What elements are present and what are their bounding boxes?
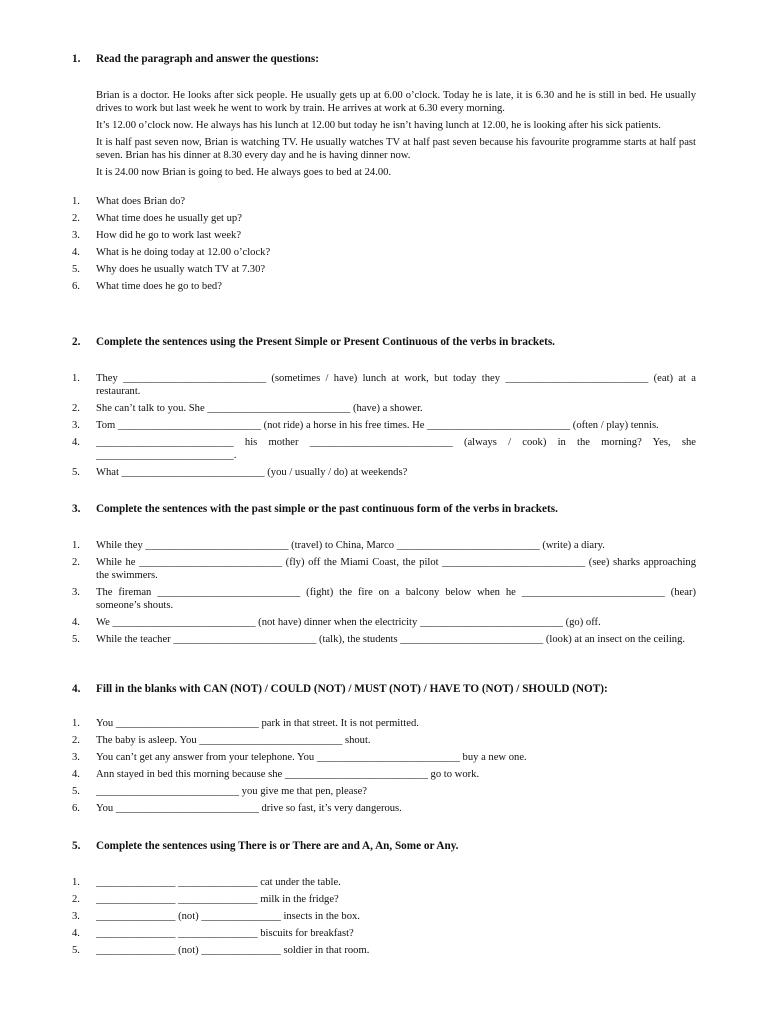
section-heading [72,336,696,349]
section-title: Complete the sentences using the Present Simple or Present Continuous of the verbs in brackets. [96,336,555,348]
list-item [72,539,696,552]
exercise-list [72,717,696,815]
item-number: 1. [72,718,80,729]
item-number: 4. [72,928,80,939]
section-heading [72,503,696,516]
list-item [72,556,696,582]
item-number: 6. [72,803,80,814]
item-text: The baby is asleep. You ___________________________ shout. [96,735,371,746]
question-list [72,195,696,293]
list-item [72,802,696,815]
exercise-list [72,539,696,646]
list-item [72,466,696,479]
item-number: 1. [72,196,80,207]
list-item [72,419,696,432]
item-text: _______________ _______________ milk in the fridge? [96,894,339,905]
item-number: 3. [72,752,80,763]
item-number: 5. [72,634,80,645]
item-number: 2. [72,403,80,414]
item-text: Tom ___________________________ (not ride) a horse in his free times. He ___________________________ (often / play) tennis. [96,420,659,431]
section-title: Fill in the blanks with CAN (NOT) / COULD (NOT) / MUST (NOT) / HAVE TO (NOT) / SHOULD (NOT): [96,683,608,695]
section-heading [72,53,696,66]
item-number: 5. [72,945,80,956]
section-4 [72,683,696,819]
exercise-list [72,876,696,957]
list-item [72,586,696,612]
item-number: 3. [72,420,80,431]
section-3 [72,503,696,650]
item-text: The fireman ___________________________ (fight) the fire on a balcony below when he ___________________________ (hear) someone’s shouts. [96,587,696,611]
list-item [72,372,696,398]
section-heading [72,683,696,696]
section-number: 5. [72,840,81,852]
list-item [72,195,696,208]
item-text: _______________ (not) _______________ insects in the box. [96,911,360,922]
section-number: 3. [72,503,81,515]
item-text: What does Brian do? [96,196,186,207]
section-title: Read the paragraph and answer the questions: [96,53,319,65]
item-text: While he ___________________________ (fly) off the Miami Coast, the pilot ___________________________ (see) sharks approaching the swimmers. [96,557,696,581]
list-item [72,751,696,764]
item-number: 4. [72,247,80,258]
item-text: While the teacher ___________________________ (talk), the students ___________________________ (look) at an insect on the ceiling. [96,634,686,645]
list-item [72,734,696,747]
item-text: While they ___________________________ (travel) to China, Marco ___________________________ (write) a diary. [96,540,605,551]
list-item [72,212,696,225]
item-number: 4. [72,769,80,780]
item-number: 4. [72,437,80,448]
item-text: You can’t get any answer from your telephone. You ___________________________ buy a new one. [96,752,527,763]
item-text: What time does he go to bed? [96,281,222,292]
item-text: _______________ _______________ biscuits for breakfast? [96,928,354,939]
item-text: They ___________________________ (sometimes / have) lunch at work, but today they ___________________________ (eat) at a restaurant. [96,373,696,397]
item-text: Why does he usually watch TV at 7.30? [96,264,266,275]
paragraph: Brian is a doctor. He looks after sick people. He usually gets up at 6.00 o’clock. Today he is late, it is 6.30 and he is still in bed. He usually drives to work but last week he went to work by train. He arrives at work at 6.30 every morning. [96,90,696,114]
item-text: What is he doing today at 12.00 o’clock? [96,247,271,258]
paragraph: It’s 12.00 o’clock now. He always has his lunch at 12.00 but today he isn’t having lunch at 12.00, he is looking after his sick patients. [96,120,661,131]
item-text: You ___________________________ drive so fast, it’s very dangerous. [96,803,402,814]
section-title: Complete the sentences using There is or There are and A, An, Some or Any. [96,840,459,852]
item-number: 5. [72,467,80,478]
list-item [72,893,696,906]
item-text: _______________ _______________ cat under the table. [96,877,341,888]
item-number: 1. [72,877,80,888]
item-text: What time does he usually get up? [96,213,242,224]
item-number: 5. [72,264,80,275]
item-text: What ___________________________ (you / usually / do) at weekends? [96,467,408,478]
section-number: 1. [72,53,81,65]
list-item [72,633,696,646]
item-text: __________________________ his mother ___________________________ (always / cook) in the morning? Yes, she __________________________. [96,437,696,461]
section-1 [72,53,696,297]
item-number: 1. [72,373,80,384]
list-item [72,927,696,940]
list-item [72,717,696,730]
list-item [72,768,696,781]
item-number: 4. [72,617,80,628]
section-2 [72,336,696,483]
section-number: 4. [72,683,81,695]
list-item [72,944,696,957]
section-number: 2. [72,336,81,348]
list-item [72,402,696,415]
item-text: ___________________________ you give me that pen, please? [96,786,367,797]
item-text: She can’t talk to you. She ___________________________ (have) a shower. [96,403,423,414]
list-item [72,229,696,242]
list-item [72,876,696,889]
item-text: _______________ (not) _______________ soldier in that room. [96,945,370,956]
item-text: Ann stayed in bed this morning because she ___________________________ go to work. [96,769,480,780]
list-item [72,246,696,259]
item-text: You ___________________________ park in that street. It is not permitted. [96,718,419,729]
paragraph: It is half past seven now, Brian is watching TV. He usually watches TV at half past seven because his favourite programme starts at half past seven. Brian has his dinner at 8.30 every day and he is having dinner now. [96,137,696,161]
paragraph: It is 24.00 now Brian is going to bed. He always goes to bed at 24.00. [96,167,392,178]
item-number: 2. [72,894,80,905]
item-number: 5. [72,786,80,797]
list-item [72,263,696,276]
item-text: How did he go to work last week? [96,230,242,241]
item-number: 2. [72,557,80,568]
list-item [72,436,696,462]
exercise-list [72,372,696,479]
list-item [72,910,696,923]
list-item [72,785,696,798]
item-number: 2. [72,735,80,746]
item-number: 1. [72,540,80,551]
item-number: 6. [72,281,80,292]
item-text: We ___________________________ (not have) dinner when the electricity ___________________________ (go) off. [96,617,601,628]
list-item [72,616,696,629]
item-number: 3. [72,230,80,241]
section-heading [72,840,696,853]
section-5 [72,840,696,961]
section-title: Complete the sentences with the past simple or the past continuous form of the verbs in brackets. [96,503,558,515]
item-number: 2. [72,213,80,224]
list-item [72,280,696,293]
item-number: 3. [72,911,80,922]
item-number: 3. [72,587,80,598]
